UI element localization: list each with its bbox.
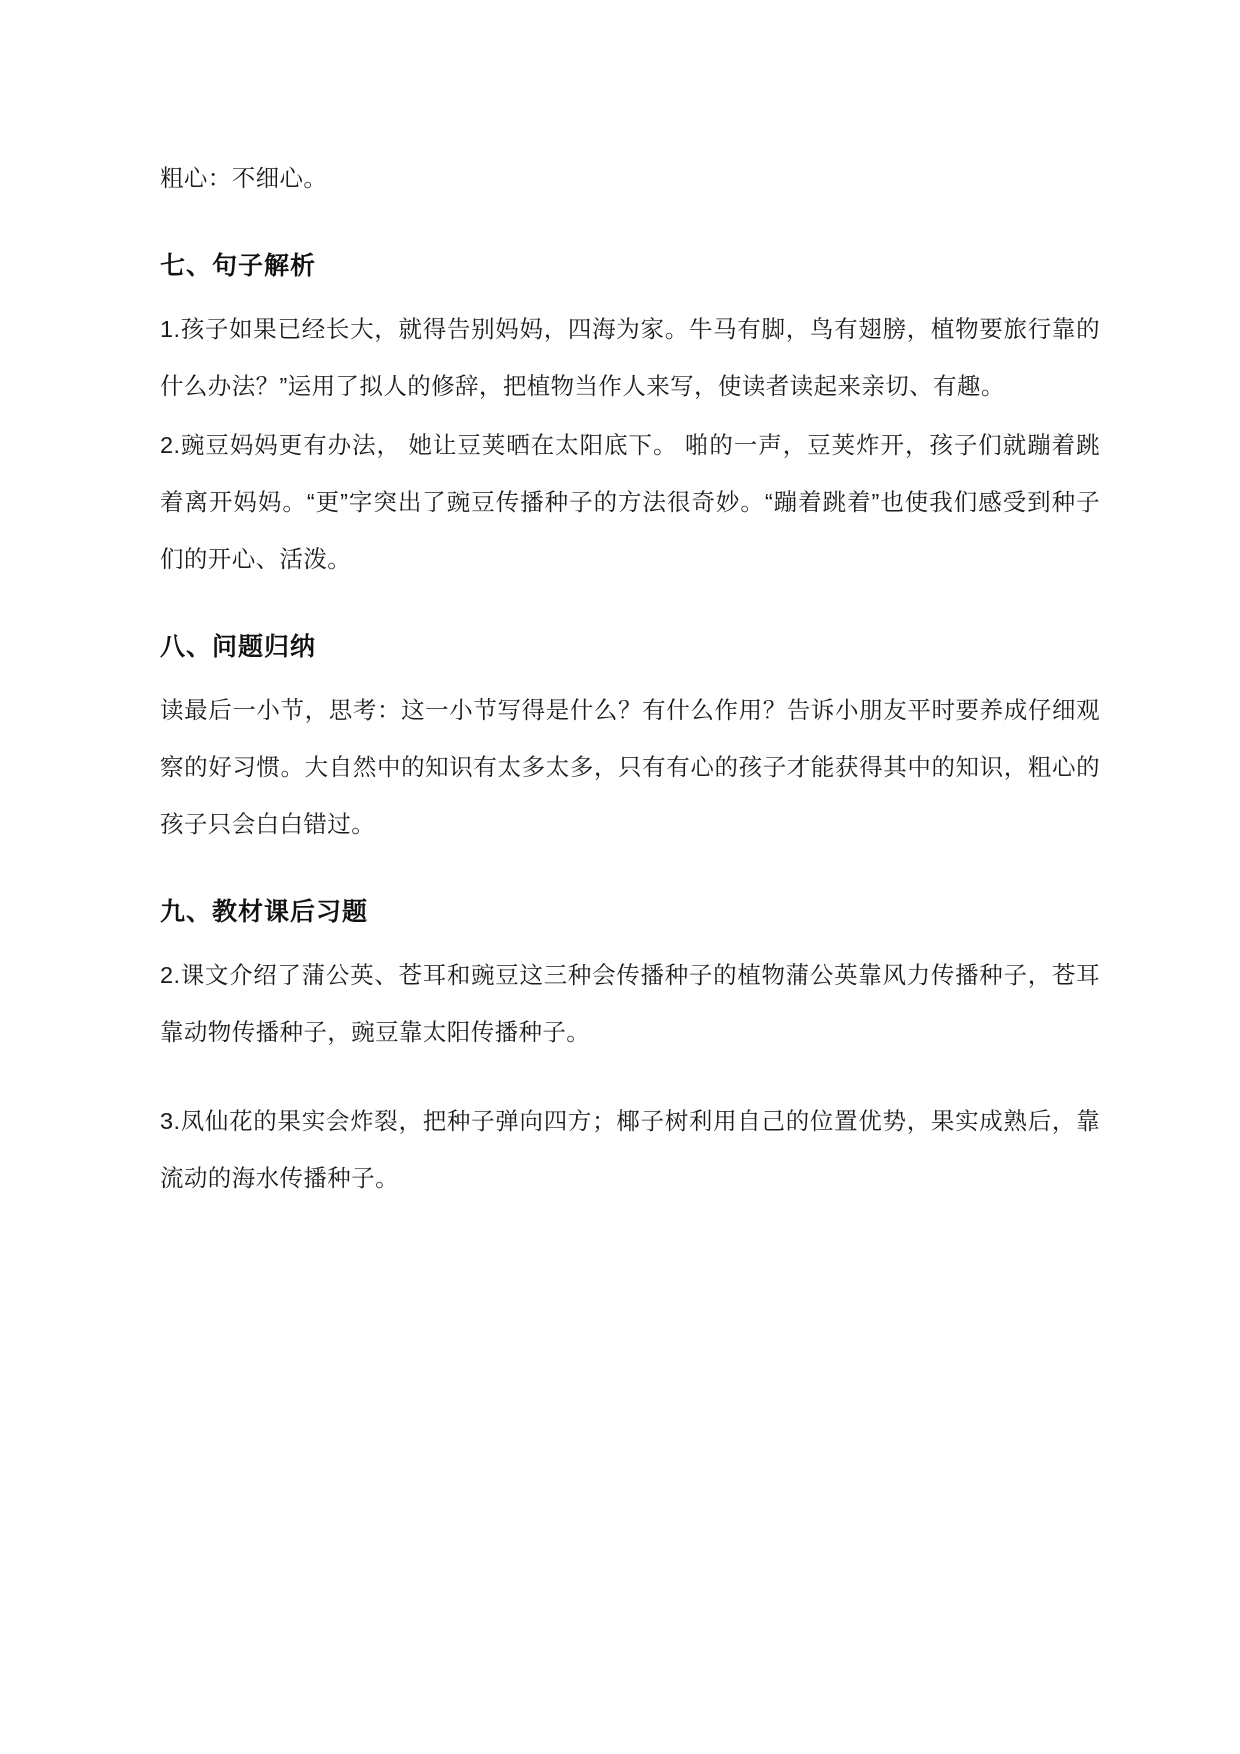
section-8-paragraph-1: 读最后一小节，思考：这一小节写得是什么？有什么作用？告诉小朋友平时要养成仔细观察的好习惯。大自然中的知识有太多太多，只有有心的孩子才能获得其中的知识，粗心的孩子只会白白错过。 (160, 697, 1100, 837)
section-heading-9: 九、教材课后习题 (160, 898, 369, 926)
section-9-paragraph-1: 2.课文介绍了蒲公英、苍耳和豌豆这三种会传播种子的植物蒲公英靠风力传播种子，苍耳靠动物传播种子，豌豆靠太阳传播种子。 (160, 962, 1100, 1045)
paragraph-spacer (160, 1063, 1100, 1093)
section-9-paragraph-2: 3.凤仙花的果实会炸裂，把种子弹向四方；椰子树利用自己的位置优势，果实成熟后，靠流动的海水传播种子。 (160, 1108, 1100, 1191)
section-heading-8: 八、问题归纳 (160, 633, 317, 661)
section-heading-7: 七、句子解析 (160, 252, 317, 280)
section-7-paragraph-2: 2.豌豆妈妈更有办法， 她让豆荚晒在太阳底下。 啪的一声，豆荚炸开，孩子们就蹦着跳着离开妈妈。“更”字突出了豌豆传播种子的方法很奇妙。“蹦着跳着”也使我们感受到种子们的开心、活泼。 (160, 432, 1100, 572)
intro-paragraph: 粗心：不细心。 (160, 165, 328, 191)
section-7-paragraph-1: 1.孩子如果已经长大，就得告别妈妈，四海为家。牛马有脚，鸟有翅膀，植物要旅行靠的什么办法？”运用了拟人的修辞，把植物当作人来写，使读者读起来亲切、有趣。 (160, 316, 1100, 399)
